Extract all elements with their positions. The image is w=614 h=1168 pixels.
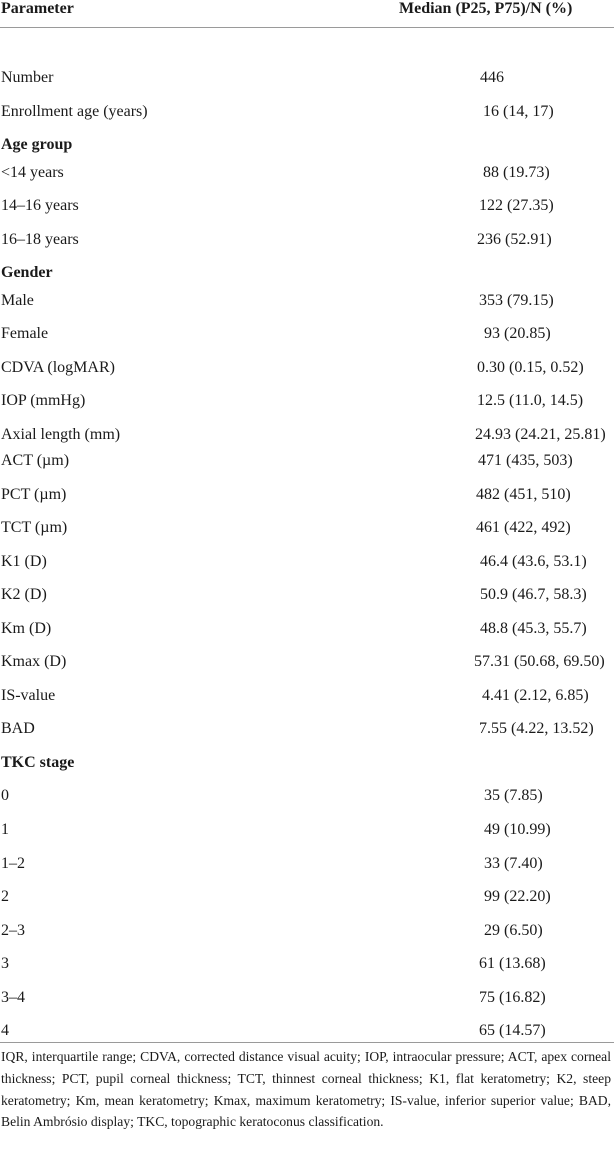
table-row (0, 449, 614, 473)
row-label: 4 (1, 1022, 9, 1039)
row-value: 122 (27.35) (479, 197, 554, 214)
row-value: 48.8 (45.3, 55.7) (480, 620, 587, 637)
section-row (0, 751, 614, 775)
row-value: 0.30 (0.15, 0.52) (477, 359, 584, 376)
row-value: 353 (79.15) (479, 292, 554, 309)
row-value: 33 (7.40) (484, 855, 543, 872)
row-label: Enrollment age (years) (1, 103, 148, 120)
table-row (0, 617, 614, 641)
row-value: 236 (52.91) (477, 231, 552, 248)
table-header (0, 0, 614, 28)
table-row (0, 228, 614, 252)
section-heading: Gender (1, 264, 53, 281)
row-value: 29 (6.50) (484, 922, 543, 939)
row-label: ACT (µm) (1, 452, 70, 469)
row-label: Km (D) (1, 620, 52, 637)
table-row (0, 583, 614, 607)
row-value: 35 (7.85) (484, 787, 543, 804)
row-label: 2 (1, 888, 9, 905)
table-row (0, 66, 614, 90)
row-value: 75 (16.82) (479, 989, 546, 1006)
section-heading: Age group (1, 136, 73, 153)
row-value: 57.31 (50.68, 69.50) (474, 653, 605, 670)
row-value: 99 (22.20) (484, 888, 551, 905)
table-row (0, 161, 614, 185)
row-label: PCT (µm) (1, 486, 67, 503)
table-row (0, 818, 614, 842)
table-row (0, 289, 614, 313)
row-value: 446 (480, 69, 504, 86)
section-heading: TKC stage (1, 754, 75, 771)
row-label: Number (1, 69, 54, 86)
row-value: 4.41 (2.12, 6.85) (482, 687, 589, 704)
row-label: K2 (D) (1, 586, 47, 603)
row-value: 471 (435, 503) (478, 452, 573, 469)
row-value: 65 (14.57) (479, 1022, 546, 1039)
table-row (0, 100, 614, 124)
table-row (0, 1019, 614, 1043)
row-value: 49 (10.99) (484, 821, 551, 838)
table-row (0, 852, 614, 876)
table-row (0, 550, 614, 574)
row-label: Male (1, 292, 34, 309)
footnote-divider (0, 1042, 614, 1043)
row-label: <14 years (1, 164, 64, 181)
row-label: 1 (1, 821, 9, 838)
section-row (0, 133, 614, 157)
row-value: 16 (14, 17) (483, 103, 554, 120)
section-row (0, 261, 614, 285)
row-label: 3 (1, 955, 9, 972)
row-label: Axial length (mm) (1, 426, 121, 443)
row-value: 93 (20.85) (484, 325, 551, 342)
row-value: 50.9 (46.7, 58.3) (480, 586, 587, 603)
row-value: 461 (422, 492) (476, 519, 571, 536)
table-row (0, 784, 614, 808)
row-label: TCT (µm) (1, 519, 68, 536)
row-label: 16–18 years (1, 231, 79, 248)
row-label: Female (1, 325, 49, 342)
table-row (0, 684, 614, 708)
table-row (0, 952, 614, 976)
row-value: 46.4 (43.6, 53.1) (480, 553, 587, 570)
row-value: 7.55 (4.22, 13.52) (479, 720, 594, 737)
row-label: K1 (D) (1, 553, 47, 570)
table-row (0, 516, 614, 540)
row-label: CDVA (logMAR) (1, 359, 115, 376)
row-value: 61 (13.68) (479, 955, 546, 972)
table-row (0, 423, 614, 447)
row-label: Kmax (D) (1, 653, 67, 670)
table-row (0, 717, 614, 741)
row-label: 2–3 (1, 922, 25, 939)
table-row (0, 919, 614, 943)
table-footnote: IQR, interquartile range; CDVA, corrected distance visual acuity; IOP, intraocular pressure; ACT, apex corneal thickness; PCT, pupil corneal thickness; TCT, thinnest corneal thickness; K1, flat keratometry; K2, steep keratometry; Km, mean keratometry; Kmax, maximum keratometry; IS-value, inferior superior value; BAD, Belin Ambrósio display; TKC, topographic keratoconus classification. (1, 1049, 611, 1130)
table-row (0, 986, 614, 1010)
table-row (0, 356, 614, 380)
table-row (0, 389, 614, 413)
row-label: 0 (1, 787, 9, 804)
row-label: 14–16 years (1, 197, 79, 214)
row-label: IS-value (1, 687, 56, 704)
table-row (0, 650, 614, 674)
row-label: 1–2 (1, 855, 25, 872)
table-row (0, 194, 614, 218)
row-value: 482 (451, 510) (476, 486, 571, 503)
row-label: 3–4 (1, 989, 25, 1006)
row-value: 88 (19.73) (483, 164, 550, 181)
row-value: 24.93 (24.21, 25.81) (475, 426, 606, 443)
row-value: 12.5 (11.0, 14.5) (477, 392, 584, 409)
row-label: IOP (mmHg) (1, 392, 86, 409)
table-row (0, 322, 614, 346)
row-label: BAD (1, 720, 35, 737)
table-row (0, 483, 614, 507)
header-value: Median (P25, P75)/N (%) (399, 0, 573, 17)
table-row (0, 885, 614, 909)
header-parameter: Parameter (1, 0, 74, 17)
